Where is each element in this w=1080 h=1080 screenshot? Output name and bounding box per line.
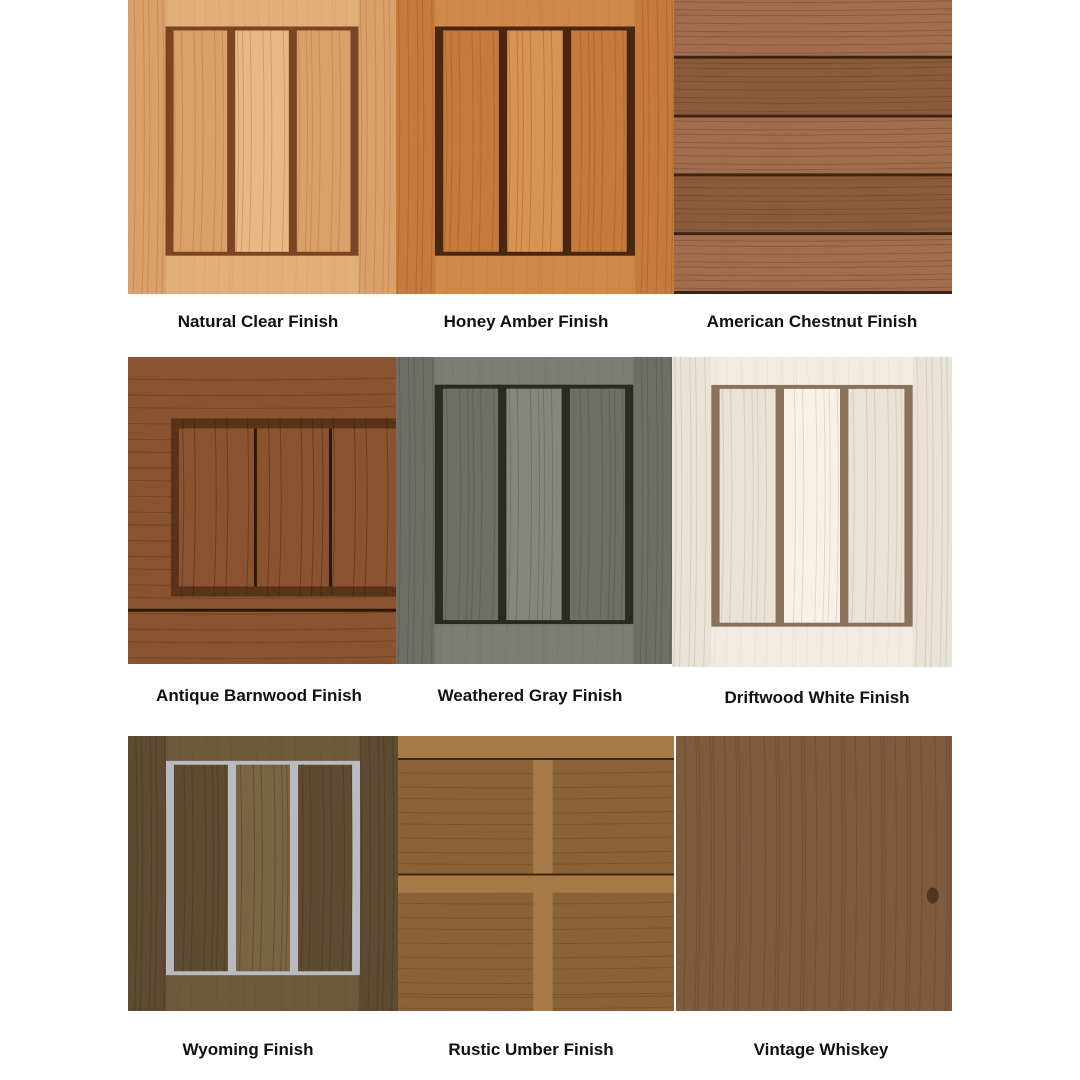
wood-texture — [676, 736, 952, 1011]
wood-texture — [672, 357, 952, 667]
swatch-honey-amber — [396, 0, 674, 294]
wood-texture — [396, 357, 672, 664]
swatch-weathered-gray — [396, 357, 672, 664]
swatch-natural-clear — [128, 0, 396, 294]
wood-texture — [396, 0, 674, 294]
caption-antique-barnwood: Antique Barnwood Finish — [156, 686, 362, 705]
wood-texture — [674, 0, 952, 294]
swatch-wyoming — [128, 736, 398, 1011]
caption-honey-amber: Honey Amber Finish — [443, 312, 609, 331]
caption-american-chestnut: American Chestnut Finish — [706, 312, 918, 331]
wood-texture — [128, 0, 396, 294]
swatch-rustic-umber — [398, 736, 674, 1011]
wood-texture — [128, 357, 396, 664]
swatch-vintage-whiskey — [676, 736, 952, 1011]
caption-rustic-umber: Rustic Umber Finish — [448, 1040, 614, 1059]
caption-wyoming: Wyoming Finish — [182, 1040, 314, 1059]
wood-texture — [128, 736, 398, 1011]
wood-texture — [398, 736, 674, 1011]
swatch-driftwood-white — [672, 357, 952, 667]
swatch-antique-barnwood — [128, 357, 396, 664]
caption-natural-clear: Natural Clear Finish — [177, 312, 339, 331]
caption-driftwood-white: Driftwood White Finish — [724, 688, 910, 707]
caption-weathered-gray: Weathered Gray Finish — [437, 686, 623, 705]
caption-vintage-whiskey: Vintage Whiskey — [753, 1040, 889, 1059]
swatch-american-chestnut — [674, 0, 952, 294]
